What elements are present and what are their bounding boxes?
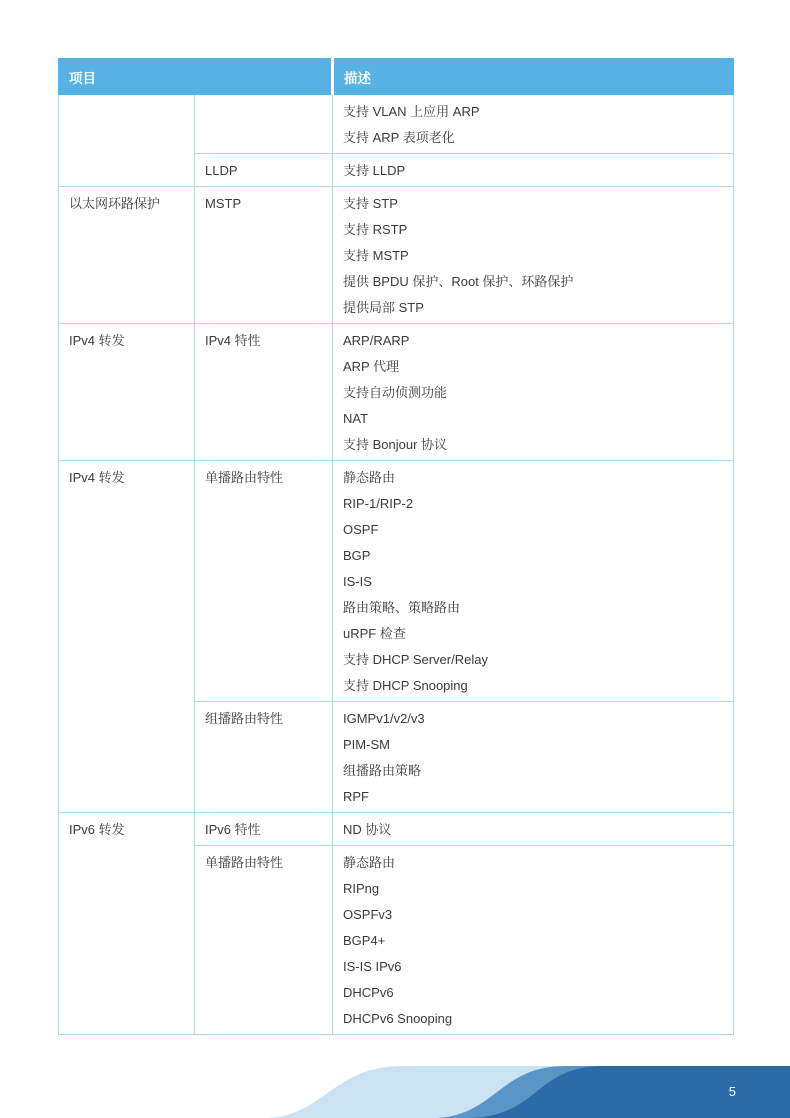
subcategory-cell xyxy=(195,461,333,702)
page-number: 5 xyxy=(728,1084,736,1099)
header-item: 项目 xyxy=(59,59,333,95)
category-cell xyxy=(59,813,195,1035)
category-label: IPv4 转发 xyxy=(69,470,125,485)
description-cell xyxy=(333,95,734,154)
desc-line: ND 协议 xyxy=(343,822,392,837)
desc-line: uRPF 检查 xyxy=(343,626,406,641)
desc-line: 静态路由 xyxy=(343,470,396,485)
subcategory-cell xyxy=(195,846,333,1035)
desc-line: 提供 BPDU 保护、Root 保护、环路保护 xyxy=(343,274,574,289)
desc-line: IGMPv1/v2/v3 xyxy=(343,711,425,726)
desc-line: RIPng xyxy=(343,881,380,896)
subcategory-label: 单播路由特性 xyxy=(205,470,284,485)
desc-line: DHCPv6 Snooping xyxy=(343,1011,453,1026)
subcategory-label: IPv6 特性 xyxy=(205,822,261,837)
desc-line: 支持 Bonjour 协议 xyxy=(343,437,448,452)
desc-line: IS-IS xyxy=(343,574,372,589)
desc-line: 支持 DHCP Server/Relay xyxy=(343,652,488,667)
table-row xyxy=(59,95,734,154)
desc-line: OSPFv3 xyxy=(343,907,393,922)
desc-line: 支持 MSTP xyxy=(343,248,409,263)
desc-line: 提供局部 STP xyxy=(343,300,424,315)
header-description: 描述 xyxy=(333,59,734,95)
subcategory-label: 组播路由特性 xyxy=(205,711,284,726)
subcategory-label: IPv4 特性 xyxy=(205,333,261,348)
desc-line: 支持 RSTP xyxy=(343,222,408,237)
desc-line: 支持自动侦测功能 xyxy=(343,385,448,400)
category-cell xyxy=(59,187,195,324)
subcategory-cell-empty xyxy=(195,95,333,154)
desc-line: ARP/RARP xyxy=(343,333,410,348)
desc-line: RPF xyxy=(343,789,369,804)
desc-line: 支持 VLAN 上应用 ARP xyxy=(343,104,480,119)
subcategory-cell xyxy=(195,187,333,324)
subcategory-label: LLDP xyxy=(205,163,238,178)
description-cell xyxy=(333,154,734,187)
subcategory-cell xyxy=(195,324,333,461)
desc-line: BGP xyxy=(343,548,371,563)
feature-spec-table xyxy=(58,58,734,1035)
table-header-row xyxy=(59,59,734,95)
footer-wave-graphic xyxy=(0,1060,790,1118)
desc-line: PIM-SM xyxy=(343,737,390,752)
description-cell xyxy=(333,461,734,702)
description-cell xyxy=(333,702,734,813)
desc-line: 支持 LLDP xyxy=(343,163,406,178)
description-cell xyxy=(333,324,734,461)
desc-line: 支持 DHCP Snooping xyxy=(343,678,468,693)
description-cell xyxy=(333,813,734,846)
category-label: 以太网环路保护 xyxy=(69,196,161,211)
table-row xyxy=(59,324,734,461)
table-row xyxy=(59,187,734,324)
table-row xyxy=(59,813,734,846)
desc-line: 路由策略、策略路由 xyxy=(343,600,461,615)
subcategory-cell xyxy=(195,154,333,187)
desc-line: BGP4+ xyxy=(343,933,386,948)
category-cell xyxy=(59,324,195,461)
desc-line: 组播路由策略 xyxy=(343,763,422,778)
category-label: IPv6 转发 xyxy=(69,822,125,837)
desc-line: NAT xyxy=(343,411,369,426)
category-label: IPv4 转发 xyxy=(69,333,125,348)
description-cell xyxy=(333,846,734,1035)
desc-line: ARP 代理 xyxy=(343,359,400,374)
desc-line: 支持 ARP 表项老化 xyxy=(343,130,455,145)
desc-line: RIP-1/RIP-2 xyxy=(343,496,414,511)
subcategory-label: 单播路由特性 xyxy=(205,855,284,870)
table-row xyxy=(59,461,734,702)
desc-line: 静态路由 xyxy=(343,855,396,870)
desc-line: IS-IS IPv6 xyxy=(343,959,402,974)
category-cell-empty xyxy=(59,95,195,187)
desc-line: OSPF xyxy=(343,522,379,537)
subcategory-label: MSTP xyxy=(205,196,242,211)
description-cell xyxy=(333,187,734,324)
subcategory-cell xyxy=(195,813,333,846)
subcategory-cell xyxy=(195,702,333,813)
category-cell xyxy=(59,461,195,813)
desc-line: 支持 STP xyxy=(343,196,398,211)
desc-line: DHCPv6 xyxy=(343,985,394,1000)
